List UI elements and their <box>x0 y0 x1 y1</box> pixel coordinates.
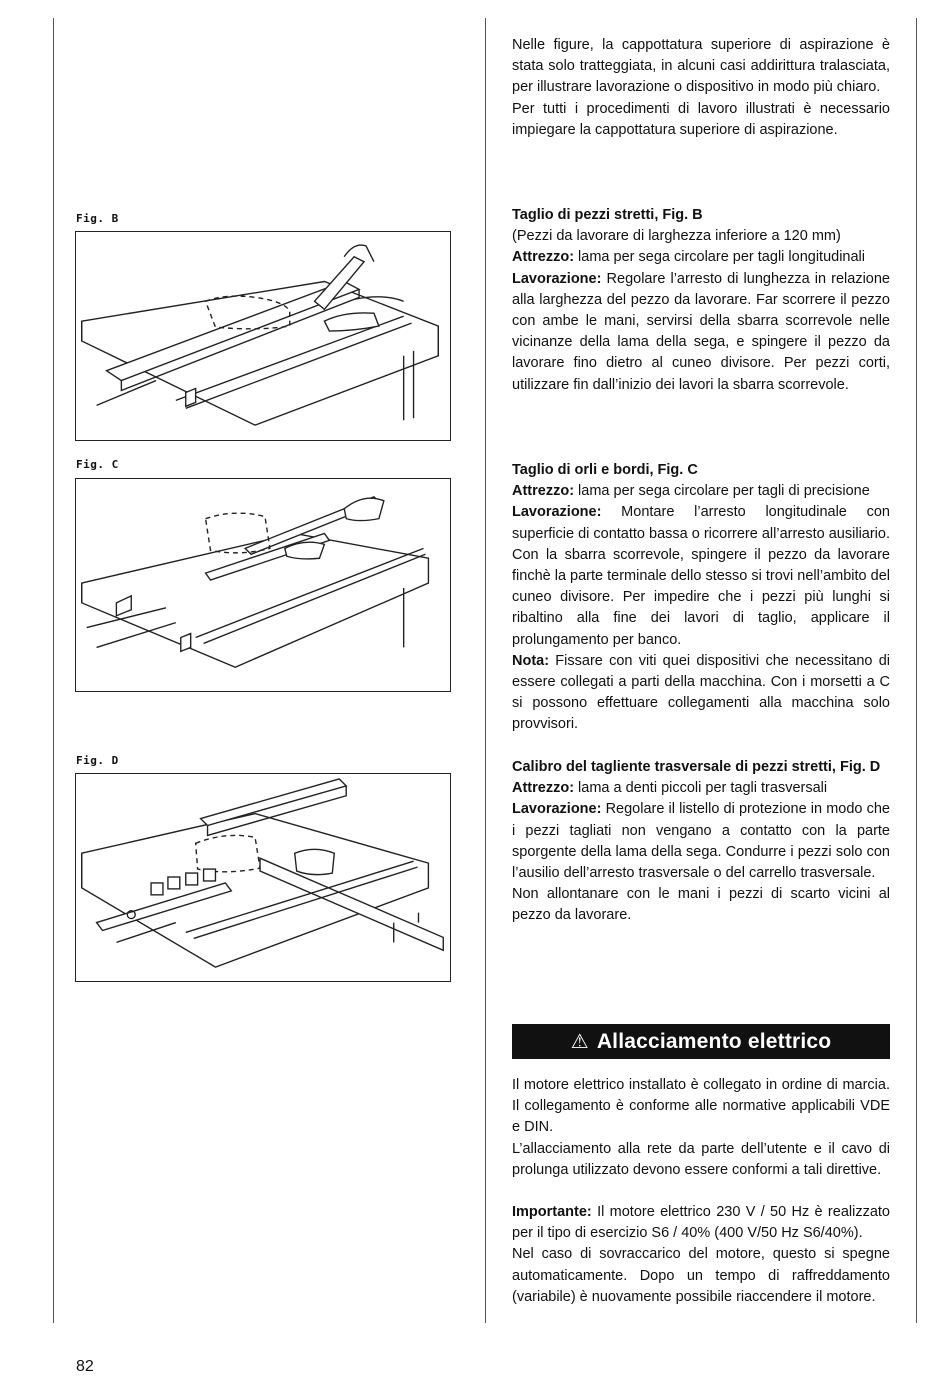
section-b-lav-label: Lavorazione: <box>512 270 602 287</box>
fig-b-illustration <box>75 231 451 441</box>
fig-d-label: Fig. D <box>76 754 119 767</box>
section-b-lav-text: Regolare l’arresto di lunghezza in relazione alla larghezza del pezzo da lavorare. Far scorrere il pezzo con ambe le mani, servirsi della sbarra scorrevole nelle vicinanze della lama della sega, e spingere il pezzo da lavorare fino dietro al cuneo divisore. Per pezzi corti, utilizzare fin dall’inizio dei lavori la sbarra scorrevole. <box>512 270 890 393</box>
fig-c-label: Fig. C <box>76 458 119 471</box>
electric-paragraph-1: Il motore elettrico installato è collegato in ordine di marcia. Il collegamento è conforme alle normative applicabili VDE e DIN. <box>512 1077 890 1136</box>
section-d-attrezzo-label: Attrezzo: <box>512 780 575 797</box>
section-fig-d <box>512 757 890 927</box>
section-banner <box>512 1024 890 1059</box>
section-c-heading: Taglio di orli e bordi, Fig. C <box>512 462 698 478</box>
section-c-lav-text: Montare l’arresto longitudinale con superficie di contatto bassa o ricorrere all’arresto ausiliario. Con la sbarra scorrevole, spingere il pezzo da lavorare finchè la parte terminale dello stesso si trovi nell’ambito del cuneo divisore. Per impedire che i pezzi più lunghi si ribaltino alla fine dei lavori di taglio, applicare il prolungamento per banco. <box>512 504 890 648</box>
section-d-attrezzo-text: lama a denti piccoli per tagli trasversali <box>574 780 828 797</box>
fig-d-illustration <box>75 773 451 982</box>
banner-title: Allacciamento elettrico <box>596 1029 832 1053</box>
warning-triangle-icon: ⚠ <box>570 1031 589 1053</box>
section-fig-c <box>512 460 890 736</box>
electric-importante-label: Importante: <box>512 1204 592 1221</box>
section-b-attrezzo-label: Attrezzo: <box>512 249 575 266</box>
section-d-heading: Calibro del tagliente trasversale di pezzi stretti, Fig. D <box>512 759 881 775</box>
page-number: 82 <box>76 1358 94 1375</box>
section-fig-b <box>512 205 890 396</box>
section-d-lav-label: Lavorazione: <box>512 801 602 818</box>
intro-text <box>512 35 890 141</box>
electric-paragraph-4: Nel caso di sovraccarico del motore, questo si spegne automaticamente. Dopo un tempo di raffreddamento (variabile) è nuovamente possibile riaccendere il motore. <box>512 1246 890 1305</box>
intro-paragraph: Nelle figure, la cappottatura superiore di aspirazione è stata solo tratteggiata, in alcuni casi addirittura tralasciata, per illustrare lavorazione o dispositivo in modo più chiaro. <box>512 37 890 96</box>
fig-c-illustration <box>75 478 451 692</box>
electric-importante-text: Il motore elettrico 230 V / 50 Hz è realizzato per il tipo di esercizio S6 / 40% (400 V/50 Hz S6/40%). <box>512 1204 890 1242</box>
left-margin-rule <box>53 18 54 1323</box>
section-c-nota-text: Fissare con viti quei dispositivi che necessitano di essere collegati a parti della macchina. Con i morsetti a C si possono effettuare collegamenti alla macchina solo provvisori. <box>512 652 890 733</box>
electric-section <box>512 1075 890 1308</box>
section-d-lav-text: Regolare il listello di protezione in modo che i pezzi tagliati non vengano a contatto con la parte sporgente della lama della sega. Condurre i pezzi solo con l’ausilio dell’arresto trasversale o del carrello trasversale. <box>512 801 890 882</box>
intro-paragraph-2: Per tutti i procedimenti di lavoro illustrati è necessario impiegare la cappottatura superiore di aspirazione. <box>512 100 890 138</box>
center-column-rule <box>485 18 486 1323</box>
fig-b-label: Fig. B <box>76 212 119 225</box>
section-c-lav-label: Lavorazione: <box>512 504 602 521</box>
section-d-extra: Non allontanare con le mani i pezzi di scarto vicini al pezzo da lavorare. <box>512 886 890 924</box>
electric-paragraph-2: L’allacciamento alla rete da parte dell’utente e il cavo di prolunga utilizzato devono essere conformi a tali direttive. <box>512 1140 890 1178</box>
section-b-heading: Taglio di pezzi stretti, Fig. B <box>512 207 703 223</box>
section-c-attrezzo-label: Attrezzo: <box>512 483 575 500</box>
right-margin-rule <box>916 18 917 1323</box>
section-c-nota-label: Nota: <box>512 652 550 669</box>
section-b-sub: (Pezzi da lavorare di larghezza inferiore a 120 mm) <box>512 228 841 245</box>
section-b-attrezzo-text: lama per sega circolare per tagli longitudinali <box>574 249 865 266</box>
section-c-attrezzo-text: lama per sega circolare per tagli di precisione <box>574 483 870 500</box>
